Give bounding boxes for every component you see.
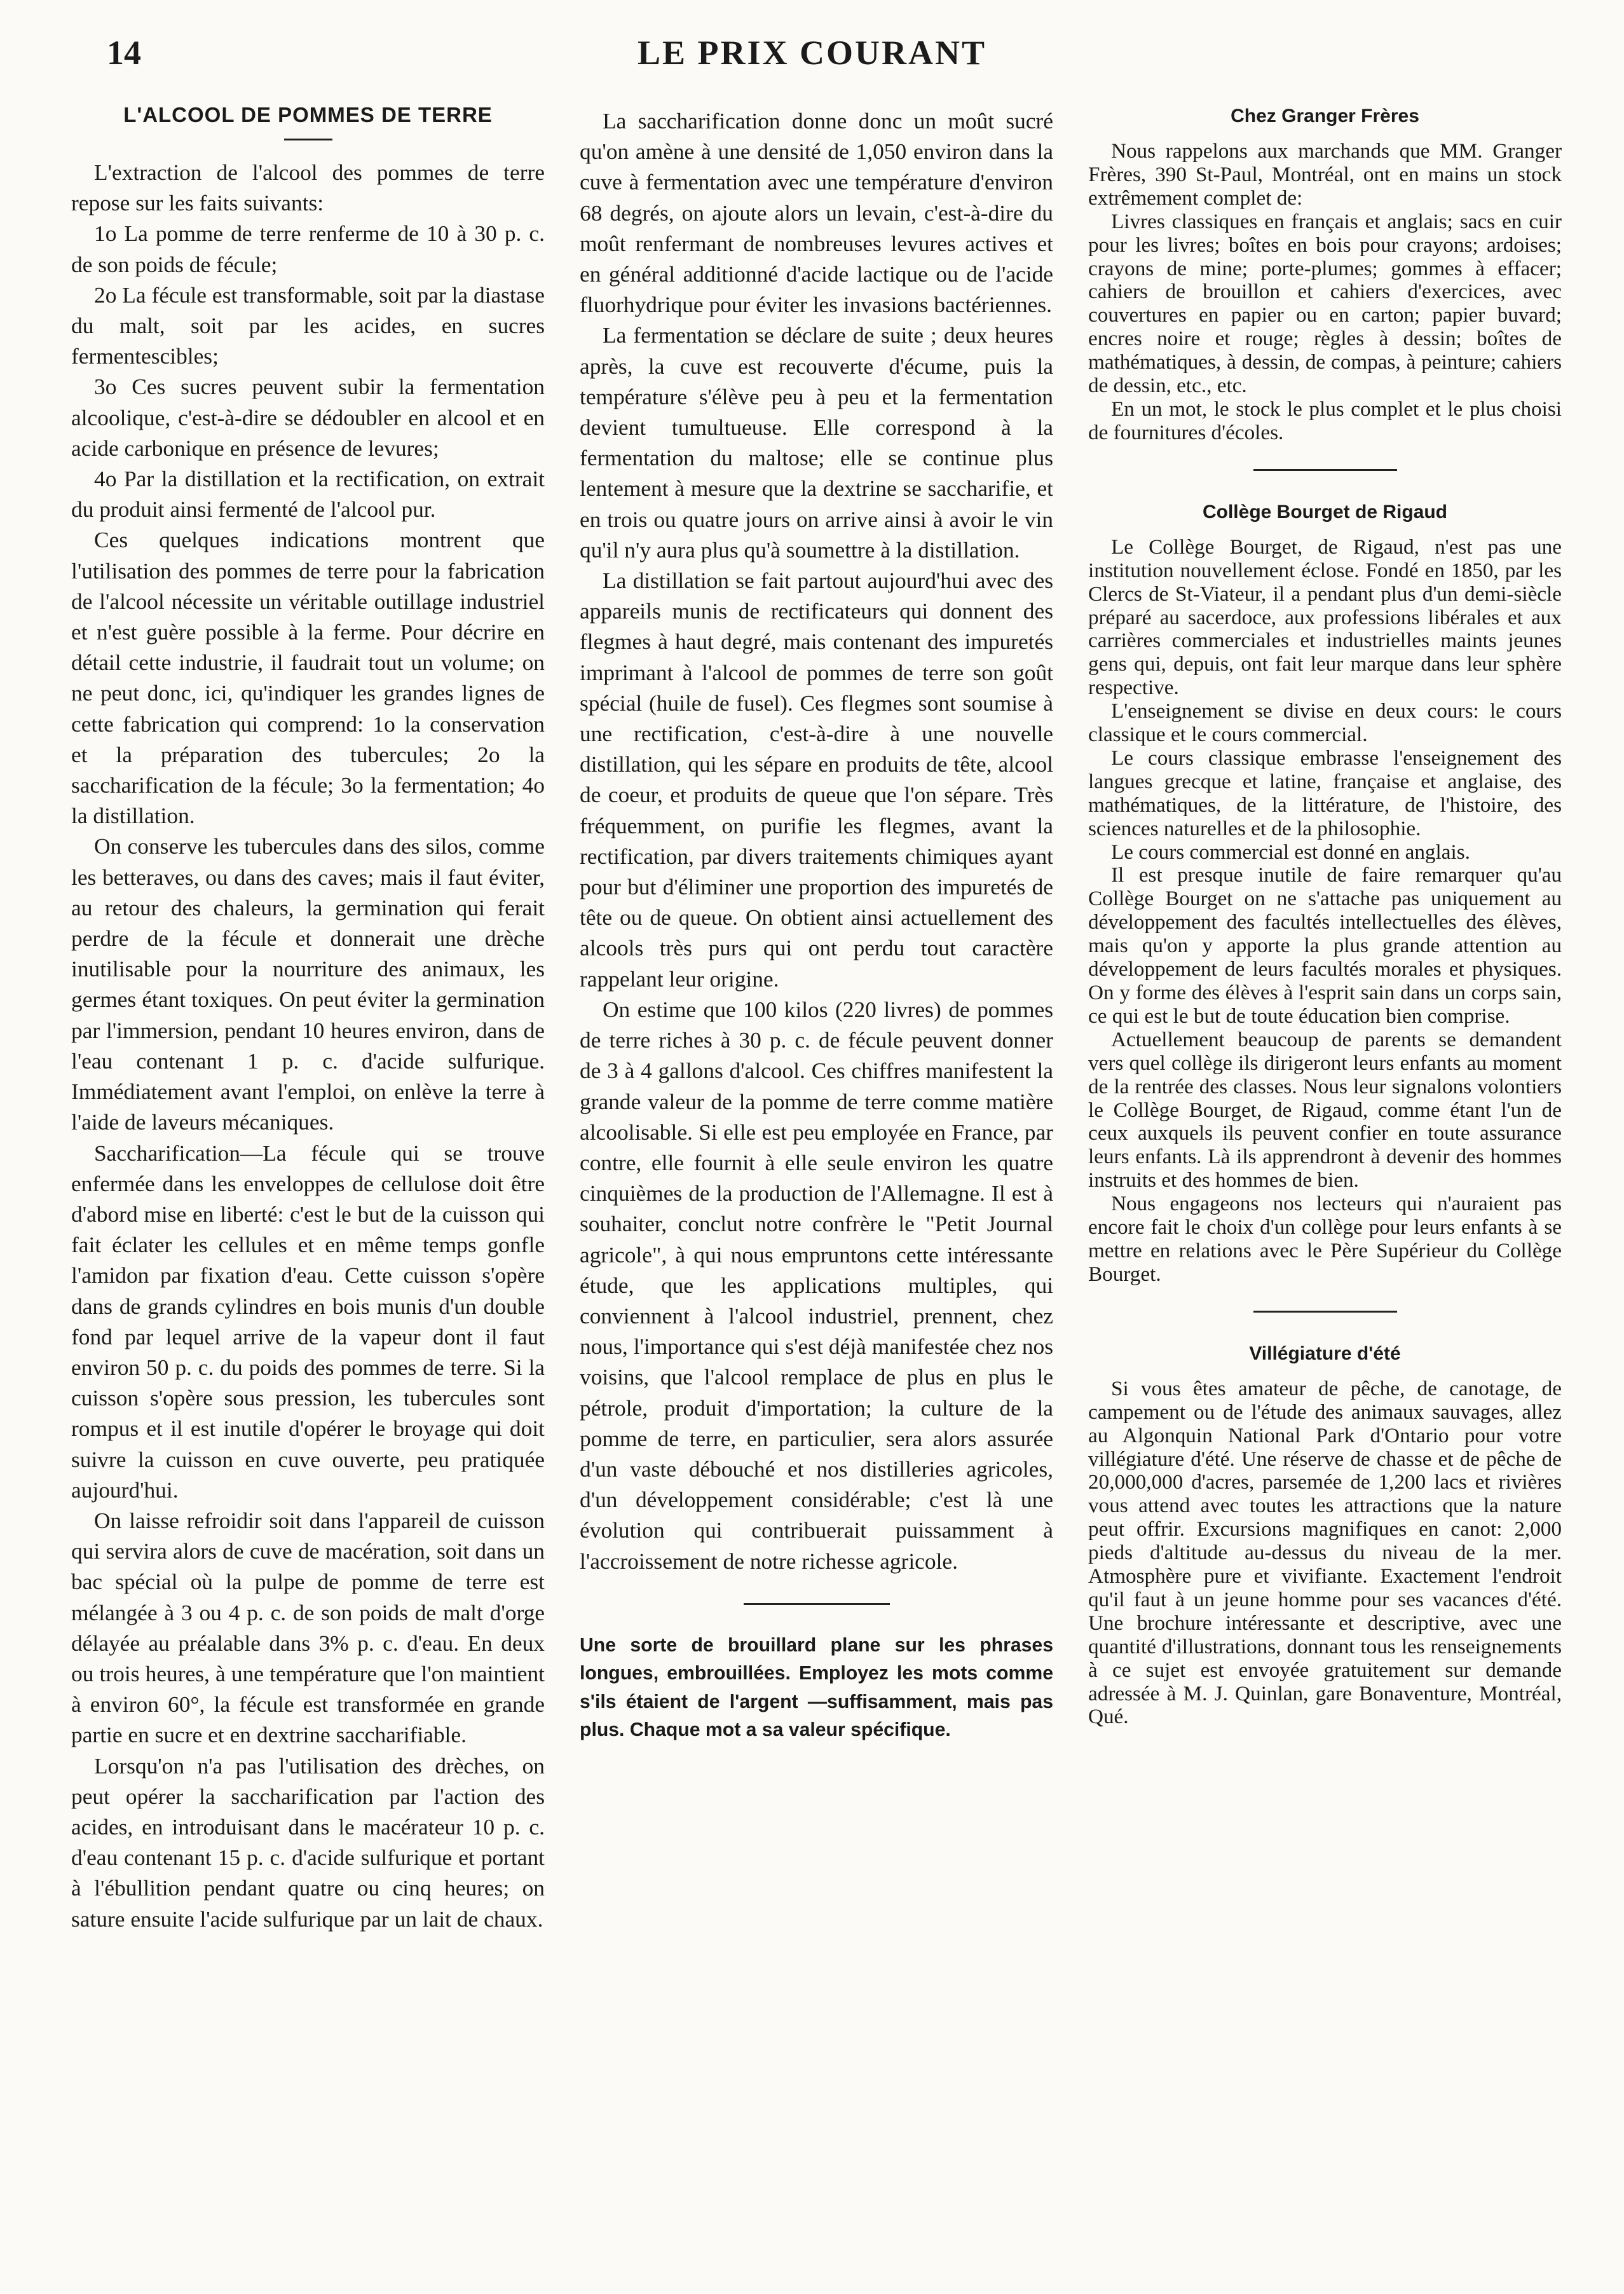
page-number: 14	[107, 34, 141, 72]
section-rule	[1253, 1311, 1397, 1313]
bourget-paragraph: Actuellement beaucoup de parents se demandent vers quel collège ils dirigeront leurs enfants au moment de la rentrée des classes. Nous leur signalons volontiers le Collège Bourget, de Rigaud, comme étant l'un de ceux auxquels ils peuvent confier en toute assurance leurs enfants. Là ils apprendront à devenir des hommes instruits et des hommes de bien.	[1088, 1027, 1562, 1192]
bourget-paragraph: Le Collège Bourget, de Rigaud, n'est pas une institution nouvellement éclose. Fondé en 1850, par les Clercs de St-Viateur, il a pendant plus d'un demi-siècle préparé au sacerdoce, aux professions libérales et aux carrières commerciales et industrielles maints jeunes gens qui, depuis, ont fait leur marque dans leur sphère respective.	[1088, 535, 1562, 700]
alcool-paragraph: Ces quelques indications montrent que l'utilisation des pommes de terre pour la fabrication de l'alcool nécessite un véritable outillage industriel et n'est guère possible à la ferme. Pour décrire en détail cette industrie, il faudrait tout un volume; on ne peut donc, ici, qu'indiquer les grandes lignes de cette fabrication qui comprend: 1o la conservation et la préparation des tubercules; 2o la saccharification de la fécule; 3o la fermentation; 4o la distillation.	[71, 527, 545, 829]
bourget-paragraph: Il est presque inutile de faire remarquer qu'au Collège Bourget on ne s'attache pas uniquement au développement des facultés intellectuelles des élèves, mais qu'on y apporte la plus grande attention au développement de leurs facultés morales et physiques. On y forme des élèves à l'esprit sain dans un corps sain, ce qui est le but de toute éducation bien comprise.	[1088, 863, 1562, 1028]
alcool-paragraph: La saccharification donne donc un moût sucré qu'on amène à une densité de 1,050 environ dans la cuve à fermentation avec une température d'environ 68 degrés, on ajoute alors un levain, c'est-à-dire du moût renfermant de nombreuses levures actives et en général additionné d'acide lactique ou de l'acide fluorhydrique pour éviter les invasions bactériennes.	[580, 108, 1053, 318]
bourget-paragraph: Nous engageons nos lecteurs qui n'auraient pas encore fait le choix d'un collège pour leurs enfants à se mettre en relations avec le Père Supérieur du Collège Bourget.	[1088, 1192, 1562, 1286]
granger-paragraph: Livres classiques en français et anglais; sacs en cuir pour les livres; boîtes en bois pour crayons; ardoises; crayons de mine; porte-plumes; gommes à effacer; cahiers de brouillon et cahiers d'exercices, avec couvertures en papier ou en carton; papier buvard; encres noire et rouge; règles à dessin; boîtes de mathématiques, à dessin, de compas, à peinture; cahiers de dessin, etc., etc.	[1088, 209, 1562, 398]
article-title-villegiature: Villégiature d'été	[1249, 1342, 1401, 1364]
bourget-paragraph: Le cours classique embrasse l'enseignement des langues grecque et latine, française et anglaise, des mathématiques, de la littérature, de l'histoire, des sciences naturelles et de la philosophie.	[1088, 746, 1562, 840]
column-3	[1088, 106, 1562, 1729]
page-header	[0, 0, 1624, 83]
journal-title: LE PRIX COURANT	[637, 34, 987, 72]
column-2	[580, 106, 1053, 1745]
article-title-granger: Chez Granger Frères	[1231, 106, 1419, 126]
alcool-paragraph: La fermentation se déclare de suite ; deux heures après, la cuve est recouverte d'écume, puis la température s'élève peu à peu et la fermentation devient tumultueuse. Elle correspond à la fermentation du maltose; elle se continue plus lentement à mesure que la dextrine se saccharifie, et en trois ou quatre jours on arrive ainsi à avoir le vin qu'il n'y aura plus qu'à soumettre à la distillation.	[580, 322, 1053, 563]
alcool-paragraph: Lorsqu'on n'a pas l'utilisation des drèches, on peut opérer la saccharification par l'action des acides, en introduisant dans le macérateur 10 p. c. d'eau contenant 15 p. c. d'acide sulfurique et portant à l'ébullition pendant quatre ou cinq heures; on sature ensuite l'acide sulfurique par un lait de chaux.	[71, 1752, 545, 1932]
article-title-alcool: L'ALCOOL DE POMMES DE TERRE	[123, 103, 493, 126]
alcool-paragraph: La distillation se fait partout aujourd'hui avec des appareils munis de rectificateurs qui donnent des flegmes à haut degré, mais contenant des impuretés imprimant à l'alcool de pommes de terre son goût spécial (huile de fusel). Ces flegmes sont soumise à une rectification, c'est-à-dire à une nouvelle distillation, qui les sépare en produits de tête, alcool de coeur, et produits de queue que l'on sépare. Très fréquemment, on purifie les flegmes, avant la rectification, par divers traitements chimiques ayant pour but d'éliminer une proportion des impuretés de tête ou de queue. On obtient ainsi actuellement des alcools très purs qui ont perdu tout caractère rappelant leur origine.	[580, 568, 1053, 992]
quote-box: Une sorte de brouillard plane sur les phrases longues, embrouillées. Employez les mots comme s'ils étaient de l'argent —suffisamment, mais pas plus. Chaque mot a sa valeur spécifique.	[580, 1634, 1053, 1741]
bourget-paragraph: Le cours commercial est donné en anglais.	[1111, 840, 1470, 864]
alcool-paragraph: 1o La pomme de terre renferme de 10 à 30 p. c. de son poids de fécule;	[71, 221, 545, 277]
column-1	[71, 102, 545, 1934]
alcool-paragraph: 2o La fécule est transformable, soit par la diastase du malt, soit par les acides, en sucres fermentescibles;	[71, 282, 545, 369]
alcool-paragraph: L'extraction de l'alcool des pommes de terre repose sur les faits suivants:	[71, 160, 545, 216]
granger-paragraph: En un mot, le stock le plus complet et le plus choisi de fournitures d'écoles.	[1088, 397, 1562, 444]
alcool-paragraph: Saccharification—La fécule qui se trouve enfermée dans les enveloppes de cellulose doit être d'abord mise en liberté: c'est le but de la cuisson qui fait éclater les cellules et en même temps gonfle l'amidon par fixation d'eau. Cette cuisson s'opère dans de grands cylindres en bois munis d'un double fond par lequel arrive de la vapeur dont il faut environ 50 p. c. du poids des pommes de terre. Si la cuisson s'opère sous pression, les tubercules sont rompus et il est inutile d'opérer le broyage qui doit suivre la cuisson en cuve ouverte, peu pratiquée aujourd'hui.	[71, 1140, 545, 1503]
bourget-paragraph: L'enseignement se divise en deux cours: le cours classique et le cours commercial.	[1088, 699, 1562, 747]
section-rule	[744, 1603, 890, 1605]
title-rule	[284, 139, 332, 140]
villegiature-paragraph: Si vous êtes amateur de pêche, de canotage, de campement ou de l'étude des animaux sauvages, allez au Algonquin National Park d'Ontario pour votre villégiature d'été. Une réserve de chasse et de pêche de 20,000,000 d'acres, parsemée de 1,200 lacs et rivières vous attend avec toutes les attractions que la nature peut offrir. Excursions magnifiques en canot: 2,000 pieds d'altitude au-dessus du niveau de la mer. Atmosphère pure et vivifiante. Exactement l'endroit qu'il faut à un jeune homme pour ses vacances d'été. Une brochure intéressante et descriptive, avec une quantité d'illustrations, donnant tous les renseignements à ce sujet est envoyée gratuitement sur demande adressée à M. J. Quinlan, gare Bonaventure, Montréal, Qué.	[1088, 1376, 1562, 1729]
section-rule	[1253, 469, 1397, 471]
granger-paragraph: Nous rappelons aux marchands que MM. Granger Frères, 390 St-Paul, Montréal, ont en mains un stock extrêmement complet de:	[1088, 139, 1562, 210]
alcool-paragraph: On laisse refroidir soit dans l'appareil de cuisson qui servira alors de cuve de macération, soit dans un bac spécial où la pulpe de pomme de terre est mélangée à 3 ou 4 p. c. de son poids de malt d'orge délayée au préalable dans 3% p. c. d'eau. En deux ou trois heures, à une température que l'on maintient à environ 60°, la fécule est transformée en grande partie en sucre et en dextrine saccharifiable.	[71, 1507, 545, 1748]
alcool-paragraph: 4o Par la distillation et la rectification, on extrait du produit ainsi fermenté de l'alcool pur.	[71, 466, 545, 522]
alcool-paragraph: On estime que 100 kilos (220 livres) de pommes de terre riches à 30 p. c. de fécule peuvent donner de 3 à 4 gallons d'alcool. Ces chiffres manifestent la grande valeur de la pomme de terre comme matière alcoolisable. Si elle est peu employée en France, par contre, elle fournit à elle seule environ les quatre cinquièmes de la production de l'Allemagne. Il est à souhaiter, conclut notre confrère le "Petit Journal agricole", à qui nous empruntons cette intéressante étude, que les applications multiples, qui conviennent à l'alcool industriel, prennent, chez nous, l'importance qui s'est déjà manifestée chez nos voisins, que l'alcool remplace de plus en plus le pétrole, produit d'importation; la culture de la pomme de terre, en particulier, sera alors assurée d'un vaste débouché et nos distilleries agricoles, d'un développement considérable; c'est là une évolution qui contribuerait puissamment à l'accroissement de notre richesse agricole.	[580, 996, 1053, 1574]
alcool-paragraph: On conserve les tubercules dans des silos, comme les betteraves, ou dans des caves; mais il faut éviter, au retour des chaleurs, la germination qui ferait perdre de la fécule et donnerait une drèche inutilisable pour la nourriture des animaux, les germes étant toxiques. On peut éviter la germination par l'immersion, pendant 10 heures environ, dans de l'eau contenant 1 p. c. d'acide sulfurique. Immédiatement avant l'emploi, on enlève la terre à l'aide de laveurs mécaniques.	[71, 833, 545, 1135]
alcool-paragraph: 3o Ces sucres peuvent subir la fermentation alcoolique, c'est-à-dire se dédoubler en alcool et en acide carbonique en présence de levures;	[71, 374, 545, 461]
article-title-bourget: Collège Bourget de Rigaud	[1202, 501, 1448, 522]
